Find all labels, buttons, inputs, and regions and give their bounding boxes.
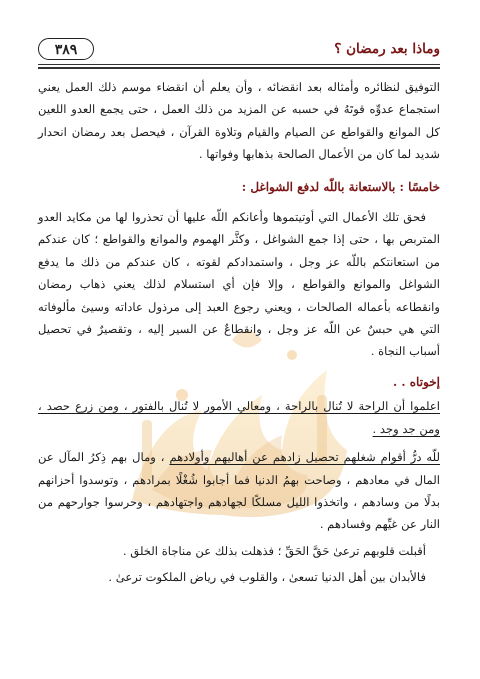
underlined-paragraph: اعلموا أن الراحة لا تُنال بالراحة ، ومعالي الأمور لا تُنال بالفتور ، ومن زرع حصد ، ومن جد وجد . bbox=[38, 399, 440, 436]
header-rule-thick bbox=[38, 67, 440, 69]
header-rule-thin bbox=[38, 64, 440, 65]
section-heading: خامسًا : بالاستعانة باللّه لدفع الشواغل : bbox=[241, 179, 440, 194]
page-header bbox=[38, 38, 440, 64]
sub-heading: إخوتاه . . bbox=[393, 374, 440, 389]
underlined-phrase: للّه درُّ أقوام شغلهم تحصيل زادهم عن أهاليهم وأولادهم bbox=[169, 450, 440, 465]
paragraph: فحق تلك الأعمال التي أوتيتموها وأعانكم اللّه عليها أن تحذروا لها من مكايد العدو المتربص بها ، حتى إذا جمع الشواغل ، وكثَّر الهموم والموانع والقواطع ؛ كان عندكم من استعانتكم باللّه عز وجل ، واستمدادكم لقوته ، كان عندكم من ذلك ما يدفع الشواغل والموانع والقواطع ، وإلا فإن أي استسلام لذلك يعني ذهاب رمضان وانقطاعه بأعماله الصالحات ، ويعني رجوع العبد إلى مرذول عاداته وسيئ مألوفاته التي هي حبسٌ عن اللّه عز وجل ، وانقطاعٌ عن السير إليه ، وتقصيرٌ في تحصيل أسباب النجاة . bbox=[38, 210, 440, 359]
running-title: وماذا بعد رمضان ؟ bbox=[334, 41, 440, 57]
paragraph: فالأبدان بين أهل الدنيا تسعىٰ ، والقلوب في رياض الملكوت ترعىٰ . bbox=[108, 570, 426, 585]
main-text bbox=[38, 76, 440, 589]
page-number: ٣٨٩ bbox=[38, 38, 94, 60]
paragraph: أقبلت قلوبهم ترعىٰ حَقَّ الحَقِّ ؛ فذهلت بذلك عن مناجاة الخلق . bbox=[122, 543, 426, 558]
paragraph: التوفيق لنظائره وأمثاله بعد انقضائه ، وأن يعلم أن انقضاء موسم ذلك العمل يعني استجماع عدوِّه قوتَهُ في حسبه عن المزيد من ذلك العمل ، حتى يجمع العدو اللعين كل الموانع والقواطع عن الصيام والقيام وتلاوة القرآن ، فيحصل بعد رمضان انحدار شديد لما كان من الأعمال الصالحة بذهابها وفواتها . bbox=[38, 80, 440, 162]
paragraph-continuation: ، ومال بهم ذِكرُ المآل عن المال في معادهم ، وصاحت بهمُ الدنيا فما أجابوا شُغْلًا بمرادهم ، وتوسدوا أحزانهم بدلًا من وسادهم ، واتخذوا الليل مسلكًا لجهادهم واجتهادهم ، وحرسوا جوارحهم من النار عن غيِّهم وفسادهم . bbox=[38, 450, 440, 532]
paragraph bbox=[38, 446, 440, 536]
